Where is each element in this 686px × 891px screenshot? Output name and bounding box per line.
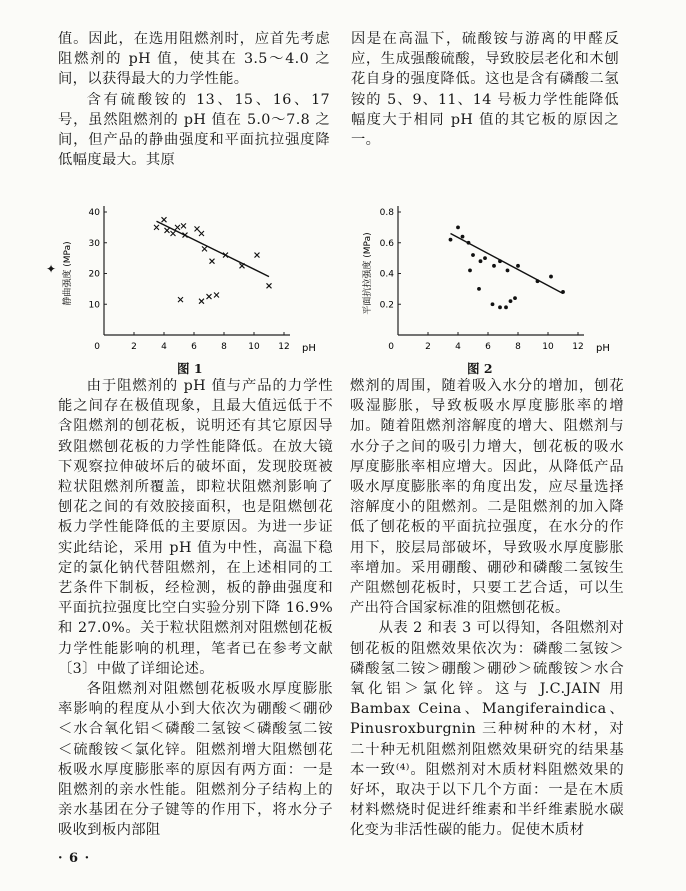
y-tick-label: 0.4 (379, 269, 394, 280)
page-number: · 6 · (58, 851, 91, 866)
data-point (504, 305, 508, 309)
x-tick-label: 6 (485, 342, 491, 352)
paragraph: 由于阻燃剂的 pH 值与产品的力学性能之间存在极值现象，且最大值远低于不含阻燃剂的刨花板，说明还有其它原因导致阻燃刨花板的力学性能降低。在放大镜下观察拉伸破坏后的破坏面，发现胶斑被粒状阻燃剂所覆盖，即粒状阻燃剂影响了刨花之间的有效胶接面积，也是阻燃刨花板力学性能降低的主要原因。为进一步证实此结论，采用 pH 值为中性，高温下稳定的氯化钠代替阻燃剂，在上述相同的工艺条件下制板，经检测，板的静曲强度和平面抗拉强度比空白实验分别下降 16.9%和 27.0%。关于粒状阻燃剂对阻燃刨花板力学性能影响的机理，笔者已在参考文献〔3〕中做了详细论述。 (58, 378, 333, 677)
data-point (498, 305, 502, 309)
x-tick-label: 12 (572, 342, 584, 352)
y-tick-label: 0.2 (379, 300, 394, 311)
figure-1-caption: 图 1 (177, 361, 203, 376)
data-point (477, 287, 481, 291)
data-point (561, 290, 565, 294)
x-tick-label: 2 (425, 342, 431, 352)
x-tick-label: 6 (191, 342, 197, 352)
x-tick-label: 10 (248, 342, 260, 352)
data-point (513, 296, 517, 300)
data-point (181, 223, 186, 228)
data-point (506, 269, 510, 273)
text-column-left-top (58, 29, 330, 170)
data-point (483, 256, 487, 260)
paragraph: 燃剂的周围，随着吸入水分的增加，刨花吸湿膨胀，导致板吸水厚度膨胀率的增加。随着阻燃剂溶解度的增大、阻燃剂与水分子之间的吸引力增大，刨花板的吸水厚度膨胀率相应增大。因此，从降低产品吸水厚度膨胀率的角度出发，应尽量选择溶解度小的阻燃剂。二是阻燃剂的加入降低了刨花板的平面抗拉强度，在水分的作用下，胶层局部破坏，导致吸水厚度膨胀率增加。采用硼酸、硼砂和磷酸二氢铵生产阻燃刨花板时，只要工艺合适，可以生产出符合国家标准的阻燃刨花板。 (350, 378, 624, 617)
figure-1-scatter-chart (60, 180, 316, 360)
data-point (162, 217, 167, 222)
data-point (491, 302, 495, 306)
y-axis-label: 静曲强度 (MPa) (63, 241, 73, 306)
data-point (479, 259, 483, 263)
x-tick-label: 8 (515, 342, 521, 352)
data-point (195, 226, 200, 231)
data-point (255, 253, 260, 258)
data-point (456, 225, 460, 229)
data-point (461, 235, 465, 239)
data-point (210, 259, 215, 264)
data-point (267, 283, 272, 288)
data-point (467, 241, 471, 245)
data-point (492, 264, 496, 268)
x-axis-label: pH (596, 343, 610, 354)
y-tick-label: 0.8 (379, 208, 394, 218)
y-tick-label: 20 (88, 269, 100, 280)
data-point (516, 264, 520, 268)
x-tick-label: 4 (161, 342, 167, 352)
data-point (171, 231, 176, 236)
data-point (154, 225, 159, 230)
paragraph: 含有硫酸铵的 13、15、16、17 号，虽然阻燃剂的 pH 值在 5.0～7.8 之间，但产品的静曲强度和平面抗拉强度降低幅度最大。其原 (58, 91, 330, 169)
data-point (207, 294, 212, 299)
paragraph: 从表 2 和表 3 可以得知，各阻燃剂对刨花板的阻燃效果依次为：磷酸二氢铵＞磷酸氢二铵＞硼酸＞硼砂＞硫酸铵＞水合氧化铝＞氯化锌。这与 J.C.JAIN 用 Bambax Ceina、Mangiferaindica、Pinusroxburgnin 三种树种的木材，对二十种无机阻燃剂阻燃效果研究的结果基本一致⁽⁴⁾。阻燃剂对木质材料阻燃效果的好坏，取决于以下几个方面：一是在木质材料燃烧时促进纤维素和半纤维素脱水碳化变为非活性碳的能力。促使木质材 (350, 620, 624, 839)
y-tick-label: 0.6 (379, 238, 394, 249)
data-point (175, 225, 180, 230)
y-tick-label: 10 (88, 300, 100, 311)
origin-tick-label: 0 (94, 342, 100, 352)
text-column-left-bottom (58, 376, 333, 841)
data-point (536, 279, 540, 283)
x-tick-label: 8 (221, 342, 227, 352)
data-point (214, 293, 219, 298)
data-point (471, 253, 475, 257)
origin-tick-label: 0 (388, 342, 394, 352)
x-tick-label: 10 (542, 342, 554, 352)
data-point (202, 246, 207, 251)
data-point (449, 238, 453, 242)
trend-line (157, 221, 270, 276)
data-point (165, 228, 170, 233)
data-point (549, 275, 553, 279)
data-point (199, 299, 204, 304)
paragraph: 各阻燃剂对阻燃刨花板吸水厚度膨胀率影响的程度从小到大依次为硼酸＜硼砂＜水合氧化铝＜磷酸二氢铵＜磷酸氢二铵＜硫酸铵＜氯化锌。阻燃剂增大阻燃刨花板吸水厚度膨胀率的原因有两方面：一是阻燃剂的亲水性能。阻燃剂分子结构上的亲水基团在分子键等的作用下，将水分子吸收到板内部阻 (58, 681, 333, 839)
x-tick-label: 4 (455, 342, 461, 352)
data-point (178, 297, 183, 302)
paragraph: 因是在高温下，硫酸铵与游离的甲醛反应，生成强酸硫酸，导致胶层老化和木刨花自身的强度降低。这也是含有磷酸二氢铵的 5、9、11、14 号板力学性能降低幅度大于相同 pH 值的其它板的原因之一。 (351, 31, 619, 149)
x-axis-label: pH (302, 343, 316, 354)
data-point (199, 231, 204, 236)
y-axis-label: 平面抗拉强度 (MPa) (363, 232, 373, 315)
data-point (468, 269, 472, 273)
data-point (498, 259, 502, 263)
figure-2-caption: 图 2 (467, 361, 493, 376)
data-point (509, 299, 513, 303)
y-tick-label: 30 (88, 238, 100, 249)
y-tick-label: 40 (88, 208, 100, 218)
x-tick-label: 12 (278, 342, 290, 352)
margin-mark: ✦ (46, 262, 57, 276)
x-tick-label: 2 (131, 342, 137, 352)
text-column-right-top (351, 29, 619, 150)
paragraph: 值。因此，在选用阻燃剂时，应首先考虑阻燃剂的 pH 值，使其在 3.5～4.0 之间，以获得最大的力学性能。 (58, 31, 330, 88)
figure-2-scatter-chart (360, 180, 610, 360)
text-column-right-bottom (350, 376, 624, 841)
